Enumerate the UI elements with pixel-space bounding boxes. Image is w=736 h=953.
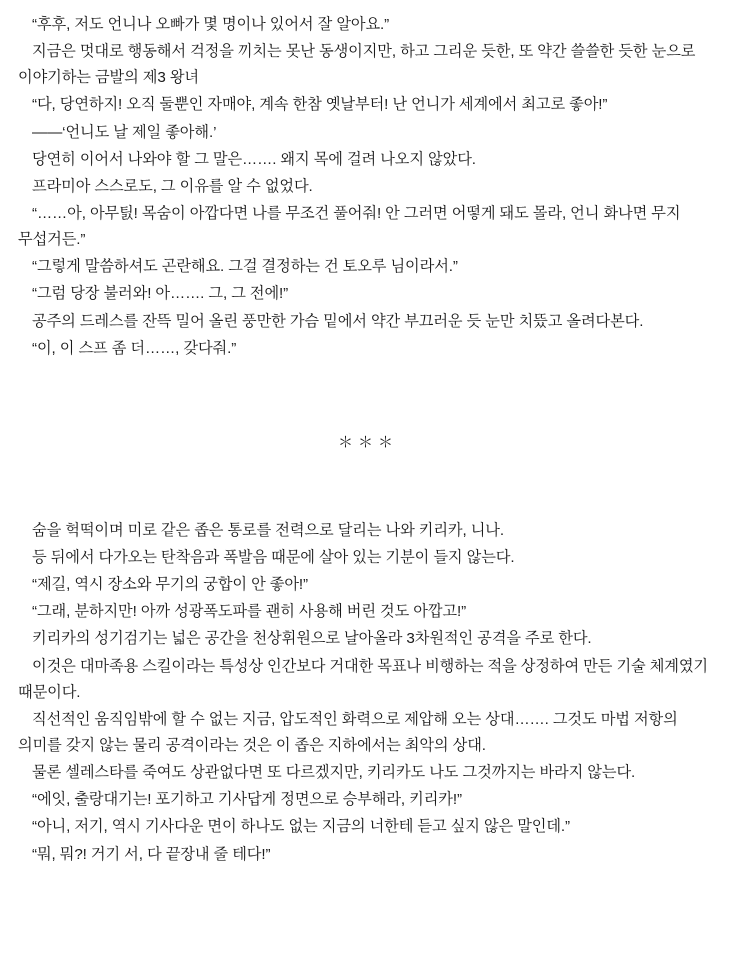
paragraph: 등 뒤에서 다가오는 탄착음과 폭발음 때문에 살아 있는 기분이 들지 않는다. [32,548,515,566]
spacer-after-divider [18,452,718,518]
paragraph: 숨을 헉떡이며 미로 같은 좁은 통로를 전력으로 달리는 나와 키리카, 니나. [32,521,504,539]
paragraph: “……아, 아무틼! 목숨이 아깝다면 나를 무조건 풀어줘! 안 그러면 어떻게 돼도 몰라, 언니 화나면 무지 무섭거든.” [18,204,681,249]
paragraph: 직선적인 움직임밖에 할 수 없는 지금, 압도적인 화력으로 제압해 오는 상대……. 그것도 마법 저항의 의미를 갖지 않는 물리 공격이라는 것은 이 좁은 지하에서는 최악의 상대. [18,710,678,754]
paragraph: “에잇, 출랑대기는! 포기하고 기사답게 정면으로 승부해라, 키리카!” [32,791,462,809]
paragraph: 키리카의 성기검기는 넓은 공간을 천상휘원으로 날아올라 3차원적인 공격을 주로 한다. [32,630,592,648]
section-one [18,12,718,362]
paragraph: ——‘언니도 날 제일 좋아해.’ [32,123,217,141]
paragraph: “아니, 저기, 역시 기사다운 면이 하나도 없는 지금의 너한테 듣고 싶지 않은 말인데.” [32,818,570,836]
paragraph: “다, 당연하지! 오직 둘뿐인 자매야, 계속 한참 옛날부터! 난 언니가 세계에서 최고로 좋아!” [32,96,608,114]
paragraph: 물론 셀레스타를 죽여도 상관없다면 또 다르겠지만, 키리카도 나도 그것까지는 바라지 않는다. [32,764,636,782]
paragraph: “그렇게 말씀하셔도 곤란해요. 그걸 결정하는 건 토오루 님이라서.” [32,258,458,276]
paragraph: 공주의 드레스를 잔뜩 밀어 올린 풍만한 가슴 밑에서 약간 부끄러운 듯 눈만 치뜼고 올려다본다. [32,312,644,330]
paragraph: “후후, 저도 언니나 오빠가 몇 명이나 있어서 잘 알아요.” [32,16,390,33]
paragraph: “그럼 당장 불러와! 아……. 그, 그 전에!” [32,285,289,303]
scene-divider: ＊＊＊ [337,433,398,451]
paragraph: 지금은 멋대로 행동해서 걱정을 끼치는 못난 동생이지만, 하고 그리운 듯한, 또 약간 쓸쓸한 듯한 눈으로 이야기하는 금발의 제3 왕녀 [18,43,696,87]
spacer-before-divider [18,363,718,431]
paragraph: “그래, 분하지만! 아까 성광폭도파를 괜히 사용해 버린 것도 아깝고!” [32,603,467,621]
paragraph: 프라미아 스스로도, 그 이유를 알 수 없었다. [32,177,313,195]
paragraph: “뭐, 뭐?! 거기 서, 다 끝장내 줄 테다!” [32,845,271,863]
paragraph: “이, 이 스프 좀 더……, 갖다줘.” [32,339,237,357]
paragraph: 이것은 대마족용 스킬이라는 특성상 인간보다 거대한 목표나 비행하는 적을 상정하여 만든 기술 체계였기 때문이다. [18,657,708,701]
paragraph: 당연히 이어서 나와야 할 그 말은……. 왜지 목에 걸려 나오지 않았다. [32,150,476,168]
section-two [18,518,718,868]
paragraph: “제길, 역시 장소와 무기의 궁합이 안 좋아!” [32,576,309,594]
